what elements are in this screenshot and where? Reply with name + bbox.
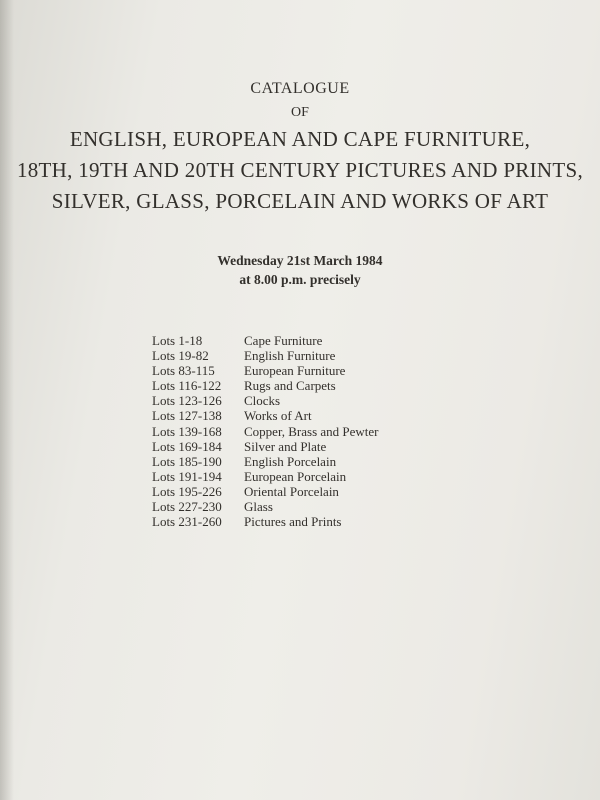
lot-range: Lots 139-168 [152, 423, 222, 439]
list-item [152, 484, 452, 499]
list-item [152, 499, 452, 514]
list-item [152, 408, 452, 423]
lot-description: Works of Art [244, 408, 312, 424]
list-item [152, 469, 452, 484]
lot-range: Lots 185-190 [152, 453, 222, 469]
list-item [152, 348, 452, 363]
list-item [152, 454, 452, 469]
lot-range: Lots 127-138 [152, 408, 222, 424]
lot-description: Oriental Porcelain [244, 483, 339, 499]
lot-range: Lots 1-18 [152, 333, 203, 348]
list-item [152, 363, 452, 378]
lot-description: Cape Furniture [244, 333, 323, 348]
title-line-2: 18TH, 19TH AND 20TH CENTURY PICTURES AND PRINTS, [16, 158, 584, 182]
lot-range: Lots 116-122 [152, 378, 222, 394]
catalogue-heading: CATALOGUE [250, 80, 350, 97]
lot-description: Pictures and Prints [244, 514, 342, 530]
lot-description: English Furniture [244, 348, 336, 364]
lot-description: Glass [244, 499, 273, 515]
lot-description: European Porcelain [244, 468, 347, 484]
list-item [152, 378, 452, 393]
lot-range: Lots 195-226 [152, 483, 222, 499]
lot-description: Silver and Plate [244, 438, 327, 454]
lots-list [152, 333, 452, 529]
lot-range: Lots 83-115 [152, 363, 215, 379]
lot-description: Copper, Brass and Pewter [244, 423, 379, 439]
list-item [152, 514, 452, 529]
lot-range: Lots 169-184 [152, 438, 222, 454]
lot-description: European Furniture [244, 363, 346, 379]
lot-range: Lots 231-260 [152, 514, 222, 530]
list-item [152, 393, 452, 408]
lot-description: Clocks [244, 393, 281, 409]
lot-description: English Porcelain [244, 453, 337, 469]
title-line-3: SILVER, GLASS, PORCELAIN AND WORKS OF ART [51, 189, 549, 213]
title-line-1: ENGLISH, EUROPEAN AND CAPE FURNITURE, [69, 127, 531, 151]
sale-time: at 8.00 p.m. precisely [239, 272, 361, 287]
of-heading: OF [291, 105, 309, 120]
lot-description: Rugs and Carpets [244, 378, 336, 394]
lot-range: Lots 227-230 [152, 499, 222, 515]
lot-range: Lots 191-194 [152, 468, 222, 484]
list-item [152, 439, 452, 454]
sale-date: Wednesday 21st March 1984 [217, 253, 383, 268]
lot-range: Lots 19-82 [152, 348, 209, 364]
lot-range: Lots 123-126 [152, 393, 222, 409]
list-item [152, 333, 452, 348]
list-item [152, 424, 452, 439]
